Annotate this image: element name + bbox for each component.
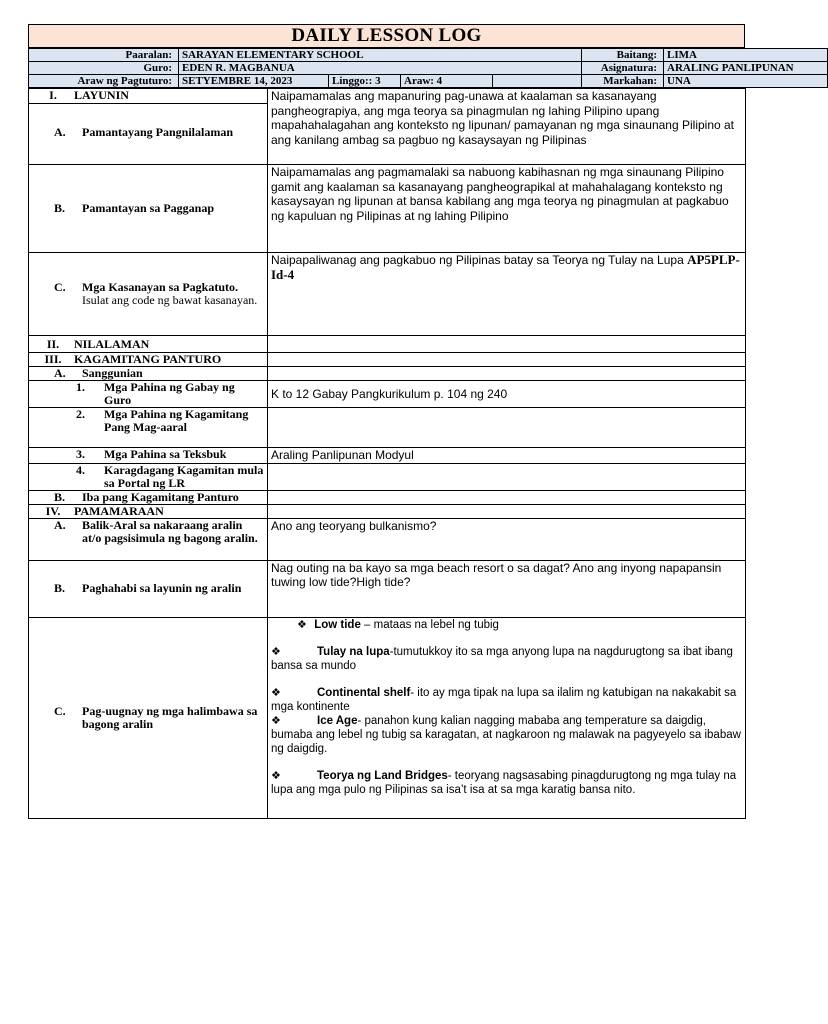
info-row-guro [29,62,828,75]
row-sanggunian [29,367,746,381]
item-1-value: K to 12 Gabay Pangkurikulum p. 104 ng 240 [268,381,746,408]
row-portal-lr [29,463,746,490]
item-2-label: Mga Pahina ng Kagamitang Pang Mag-aaral [104,407,249,434]
item-4-label: Karagdagang Kagamitan mula sa Portal ng LR [104,462,264,490]
markahan-value: UNA [664,75,828,88]
baitang-label: Baitang: [582,49,664,62]
nilalaman-numeral: II. [46,336,60,351]
row-pamamaraan [29,504,746,518]
item-3-label: Mga Pahina sa Teksbuk [104,447,227,461]
layunin-a-label: Pamantayang Pangnilalaman [82,125,234,139]
balik-aral-mark: A. [54,517,66,532]
layunin-a-mark: A. [54,125,66,139]
araw-pagtuturo-label: Araw ng Pagtuturo: [29,75,179,88]
row-gabay-guro [29,381,746,408]
row-balik-aral [29,518,746,560]
diamond-bullet-icon: ❖ [297,618,307,631]
pag-uugnay-mark: C. [54,703,66,718]
paghahabi-label: Paghahabi sa layunin ng aralin [82,581,242,595]
sanggunian-label: Sanggunian [82,366,143,380]
paghahabi-mark: B. [54,581,66,595]
layunin-b-label: Pamantayan sa Pagganap [82,201,215,215]
araw-value: Araw: 4 [401,75,493,88]
kagamitan-numeral: III. [44,352,62,366]
paaralan-value: SARAYAN ELEMENTARY SCHOOL [179,49,582,62]
diamond-bullet-icon: ❖ [271,686,281,699]
page-title: DAILY LESSON LOG [29,25,745,48]
lesson-log-sheet [28,24,794,819]
layunin-b-text: Naipamamalas ang pagmamalaki sa nabuong kabihasnan ng mga sinaunang Pilipino gamit ang kaalaman sa kasanayang pangheograpikal at mahahalagang konteksto ng kasaysayan ng lipunan at bansa kabilang ang mga teorya ng pinagmulan at pagkabuo ng kapuluan ng Pilipinas at ng lahing Pilipino [268,165,746,253]
title-table [28,24,745,48]
row-layunin-c [29,253,746,336]
row-kagamitang-mag-aaral [29,408,746,448]
iba-pang-label: Iba pang Kagamitang Panturo [82,489,239,504]
layunin-c-text: Naipapaliwanag ang pagkabuo ng Pilipinas batay sa Teorya ng Tulay na Lupa [271,253,684,267]
paaralan-label: Paaralan: [29,49,179,62]
asignatura-label: Asignatura: [582,62,664,75]
layunin-c-note: Isulat ang code ng bawat kasanayan. [82,293,258,307]
balik-aral-label: Balik-Aral sa nakaraang aralin at/o pagsisimula ng bagong aralin. [82,517,258,545]
asignatura-value: ARALING PANLIPUNAN [664,62,828,75]
balik-aral-text: Ano ang teoryang bulkanismo? [268,518,746,560]
list-item: ❖ Low tide – mataas na lebel ng tubig [297,618,499,631]
diamond-bullet-icon: ❖ [271,645,281,658]
pag-uugnay-label: Pag-uugnay ng mga halimbawa sa bagong aralin [82,703,258,731]
item-4-mark: 4. [76,462,85,477]
layunin-b-mark: B. [54,201,66,215]
layunin-c-label: Mga Kasanayan sa Pagkatuto. [82,280,239,294]
paghahabi-text: Nag outing na ba kayo sa mga beach resort o sa dagat? Ano ang inyong napapansin tuwing low tide?High tide? [268,560,746,617]
item-1-label: Mga Pahina ng Gabay ng Guro [104,380,235,407]
info-row-paaralan [29,49,828,62]
row-paghahabi [29,560,746,617]
layunin-numeral: I. [49,88,57,102]
guro-label: Guro: [29,62,179,75]
info-spacer [493,75,582,88]
layunin-a-text: Naipamamalas ang mapanuring pag-unawa at kaalaman sa kasanayang pangheograpiya, ang mga teorya sa pinagmulan ng lahing Pilipino upang mapahahalagahan ang konteksto ng lipunan/ pamayanan ng mga sinaunang Pilipino at ang kanilang ambag sa pagbuo ng kasaysayan ng Pilipinas [268,89,746,165]
guro-value: EDEN R. MAGBANUA [179,62,582,75]
info-table [28,48,828,88]
sanggunian-mark: A. [54,366,66,380]
layunin-c-mark: C. [54,280,66,294]
list-item: ❖ Tulay na lupa-tumutukkoy ito sa mga anyong lupa na nagdurugtong sa ibat ibang bansa sa mundo [271,645,733,672]
main-table [28,88,746,819]
iba-pang-mark: B. [54,489,66,504]
pamamaraan-numeral: IV. [45,503,61,518]
item-2-mark: 2. [76,407,85,421]
baitang-value: LIMA [664,49,828,62]
list-item: ❖ Teorya ng Land Bridges- teoryang nagsasabing pinagdurugtong ng mga tulay na lupa ang mga pulo ng Pilipinas sa isa’t isa at sa mga karatig bansa nito. [271,769,737,796]
row-layunin-b [29,165,746,253]
diamond-bullet-icon: ❖ [271,714,281,727]
pamamaraan-heading: PAMAMARAAN [74,503,164,518]
row-kagamitan [29,353,746,367]
araw-pagtuturo-value: SETYEMBRE 14, 2023 [179,75,329,88]
row-layunin-a [29,89,746,165]
list-item: ❖ Continental shelf- ito ay mga tipak na lupa sa ilalim ng katubigan na nakakabit sa mga kontinente [271,686,737,713]
item-3-mark: 3. [76,447,85,461]
list-item: ❖ Ice Age- panahon kung kalian nagging mababa ang temperature sa daigdig, bumaba ang lebel ng tubig sa karagatan, at nagkaroon ng malawak na pagyeyelo sa ibabaw ng daigdig. [271,714,741,755]
row-pag-uugnay [29,617,746,818]
item-3-value: Araling Panlipunan Modyul [268,448,746,464]
row-nilalaman [29,336,746,353]
layunin-c-code: AP5PLP- Id-4 [271,252,740,282]
nilalaman-value [268,336,746,353]
item-1-mark: 1. [76,380,85,394]
linggo-value: Linggo:: 3 [329,75,401,88]
diamond-bullet-icon: ❖ [271,769,281,782]
layunin-heading: LAYUNIN [74,88,129,102]
row-teksbuk [29,448,746,464]
markahan-label: Markahan: [582,75,664,88]
info-row-araw [29,75,828,88]
row-iba-pang-kagamitan [29,490,746,504]
item-4-value [268,463,746,490]
nilalaman-heading: NILALAMAN [74,336,150,351]
item-2-value [268,408,746,448]
kagamitan-heading: KAGAMITANG PANTURO [74,352,222,366]
